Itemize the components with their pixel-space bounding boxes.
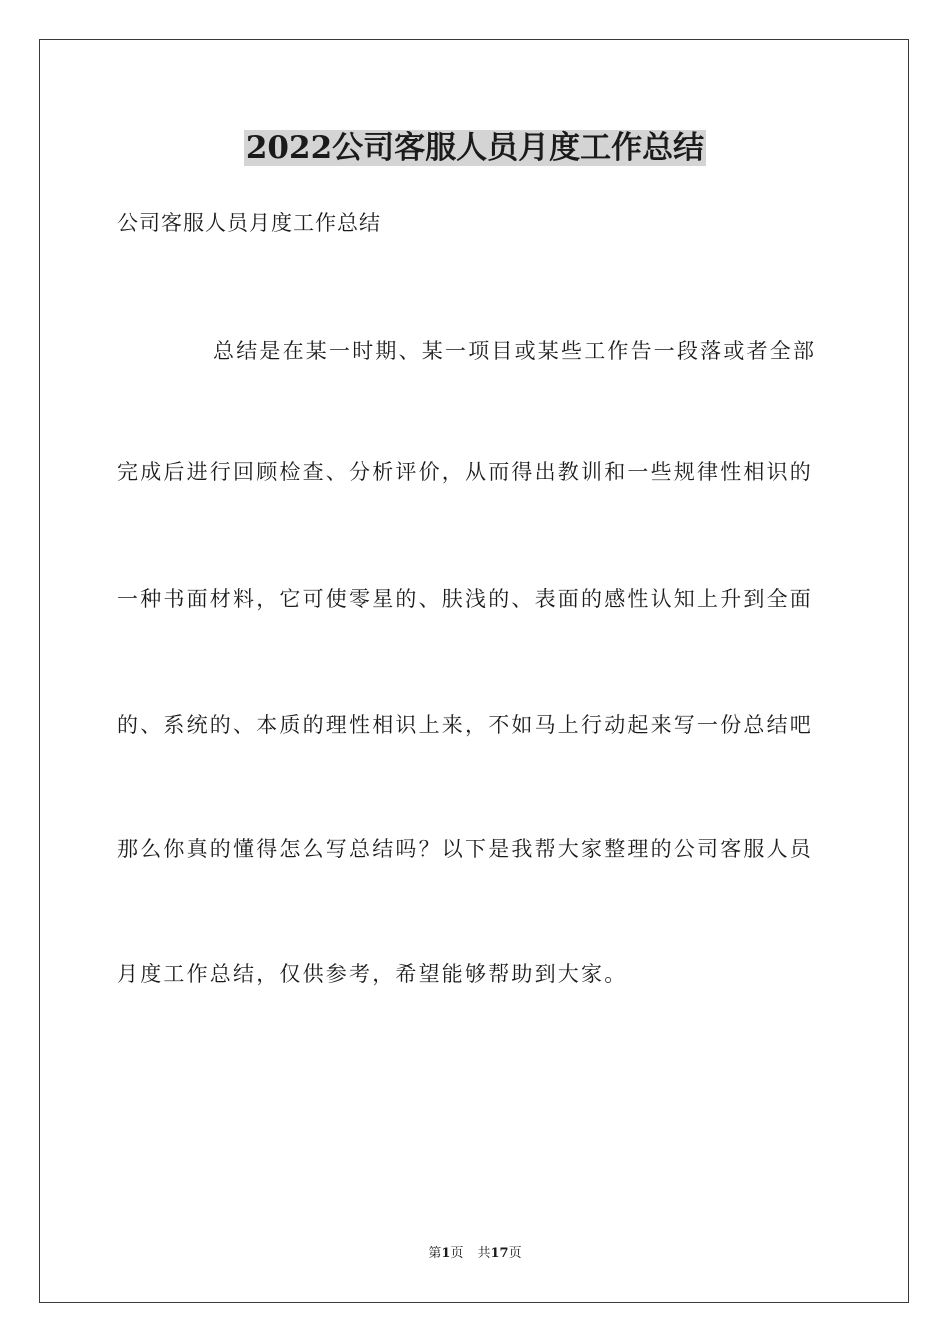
footer-page-suffix: 页: [450, 1246, 464, 1261]
document-subtitle: 公司客服人员月度工作总结: [117, 211, 381, 235]
footer-total-suffix: 页: [508, 1246, 522, 1261]
paragraph-line-3: 一种书面材料，它可使零星的、肤浅的、表面的感性认知上升到全面: [117, 587, 813, 611]
document-title: [0, 126, 950, 170]
footer-total-prefix: 共: [477, 1246, 491, 1261]
paragraph-line-4: 的、系统的、本质的理性相识上来，不如马上行动起来写一份总结吧: [117, 713, 813, 737]
footer-total-pages: 17: [490, 1246, 509, 1261]
paragraph-line-5: 那么你真的懂得怎么写总结吗？以下是我帮大家整理的公司客服人员: [117, 837, 813, 861]
footer-page-number: 1: [441, 1246, 451, 1261]
paragraph-line-6: 月度工作总结，仅供参考，希望能够帮助到大家。: [117, 962, 628, 986]
paragraph-line-1: 总结是在某一时期、某一项目或某些工作告一段落或者全部: [213, 339, 817, 363]
footer-page-prefix: 第: [428, 1246, 442, 1261]
document-title-text: 2022公司客服人员月度工作总结: [245, 130, 705, 166]
page-footer: [0, 1245, 950, 1263]
paragraph-line-2: 完成后进行回顾检查、分析评价，从而得出教训和一些规律性相识的: [117, 460, 813, 484]
